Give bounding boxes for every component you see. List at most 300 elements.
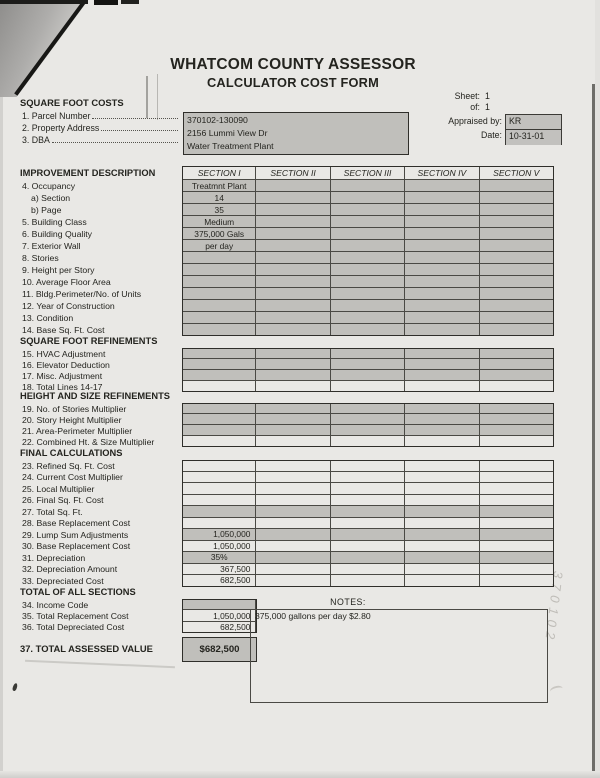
grid-cell: 35 [182, 204, 256, 216]
grid-cell [405, 575, 479, 587]
final-calculations-heading: FINAL CALCULATIONS [20, 448, 123, 458]
grid-cell [256, 425, 330, 436]
row-label: 14. Base Sq. Ft. Cost [22, 325, 105, 335]
grid-cell [480, 403, 554, 414]
identification-fields [22, 110, 178, 146]
row-cells [182, 599, 256, 610]
grid-cell: 1,050,000 [182, 529, 256, 541]
grid-cell [480, 216, 554, 228]
grid-cell [182, 425, 256, 436]
form-row [14, 564, 554, 576]
row-cells [182, 436, 554, 447]
grid-cell [256, 552, 330, 564]
form-row [14, 180, 554, 192]
grid-cell [331, 312, 405, 324]
grid-cell [405, 436, 479, 447]
sheet-of-row [380, 102, 490, 112]
form-row [14, 192, 554, 204]
row-label: 35. Total Replacement Cost [22, 611, 129, 622]
form-row [14, 348, 554, 359]
grid-cell [331, 204, 405, 216]
grid-cell [480, 414, 554, 425]
grid-cell [331, 359, 405, 370]
square-foot-refinements-grid [14, 348, 554, 392]
grid-cell [405, 348, 479, 359]
grid-cell [480, 575, 554, 587]
grid-cell [480, 240, 554, 252]
row-label: 12. Year of Construction [22, 301, 115, 311]
grid-cell [256, 460, 330, 472]
grid-cell [331, 228, 405, 240]
row-label: 15. HVAC Adjustment [22, 348, 106, 359]
grid-cell [331, 216, 405, 228]
row-cells [182, 506, 554, 518]
grid-cell [256, 506, 330, 518]
grid-cell [480, 180, 554, 192]
dba-value: Water Treatment Plant [187, 141, 274, 151]
grid-cell [331, 403, 405, 414]
parcel-number-field [22, 110, 178, 122]
row-label: 8. Stories [22, 253, 59, 263]
grid-cell [256, 359, 330, 370]
grid-cell [405, 204, 479, 216]
grid-cell [256, 564, 330, 576]
grid-cell [405, 529, 479, 541]
grid-cell: 682,500 [182, 622, 256, 633]
row-label: 36. Total Depreciated Cost [22, 622, 125, 633]
row-cells [182, 529, 554, 541]
grid-cell [182, 370, 256, 381]
total-assessed-value-label: 37. TOTAL ASSESSED VALUE [20, 643, 153, 654]
grid-cell [480, 506, 554, 518]
form-row [14, 495, 554, 507]
grid-cell [331, 324, 405, 336]
grid-cell [182, 403, 256, 414]
row-cells [182, 240, 554, 252]
grid-cell [256, 518, 330, 530]
grid-cell [480, 483, 554, 495]
row-cells [182, 518, 554, 530]
grid-cell: 1,050,000 [182, 610, 256, 621]
row-label: 5. Building Class [22, 217, 87, 227]
row-cells [182, 312, 554, 324]
grid-cell: Medium [182, 216, 256, 228]
grid-cell [331, 180, 405, 192]
row-label: 31. Depreciation [22, 552, 86, 563]
row-label: 30. Base Replacement Cost [22, 541, 131, 552]
form-row [14, 414, 554, 425]
grid-cell [405, 472, 479, 484]
grid-cell [256, 575, 330, 587]
row-label: 32. Depreciation Amount [22, 564, 118, 575]
square-foot-refinements-heading: SQUARE FOOT REFINEMENTS [20, 336, 158, 346]
grid-cell [182, 518, 256, 530]
notes-text: 375,000 gallons per day $2.80 [255, 611, 371, 621]
scan-top-mark [0, 0, 88, 4]
row-label: 34. Income Code [22, 599, 89, 610]
grid-cell [256, 300, 330, 312]
grid-cell [405, 216, 479, 228]
grid-cell [480, 552, 554, 564]
grid-cell [405, 381, 479, 392]
row-cells [182, 204, 554, 216]
grid-cell [480, 472, 554, 484]
ink-speck [12, 683, 18, 692]
grid-cell [480, 252, 554, 264]
row-label: 19. No. of Stories Multiplier [22, 403, 127, 414]
header-cells [182, 166, 554, 180]
grid-header-row [14, 166, 554, 180]
row-cells [182, 610, 256, 621]
form-row [14, 610, 256, 621]
row-cells [182, 381, 554, 392]
row-label: 18. Total Lines 14-17 [22, 381, 103, 392]
grid-cell [331, 276, 405, 288]
grid-cell [182, 472, 256, 484]
grid-cell [182, 312, 256, 324]
final-calculations-grid [14, 460, 554, 587]
row-cells [182, 264, 554, 276]
grid-cell [405, 425, 479, 436]
row-cells [182, 564, 554, 576]
appraised-by-label: Appraised by: [448, 116, 502, 126]
grid-cell [405, 552, 479, 564]
dotted-leader [101, 130, 178, 131]
grid-cell [182, 506, 256, 518]
height-size-refinements-heading: HEIGHT AND SIZE REFINEMENTS [20, 391, 170, 401]
property-id-box [183, 112, 409, 155]
grid-cell [480, 518, 554, 530]
grid-cell [331, 436, 405, 447]
grid-cell [256, 312, 330, 324]
grid-cell [182, 460, 256, 472]
pencil-squiggle [549, 685, 564, 696]
grid-cell [331, 414, 405, 425]
row-cells [182, 348, 554, 359]
row-cells [182, 414, 554, 425]
row-cells [182, 425, 554, 436]
grid-cell [256, 228, 330, 240]
row-label: 22. Combined Ht. & Size Multiplier [22, 436, 155, 447]
grid-cell: 14 [182, 192, 256, 204]
grid-cell: 682,500 [182, 575, 256, 587]
grid-cell [182, 483, 256, 495]
grid-cell [331, 425, 405, 436]
grid-cell [405, 359, 479, 370]
grid-cell [480, 370, 554, 381]
grid-cell [256, 180, 330, 192]
row-label: 21. Area-Perimeter Multiplier [22, 425, 133, 436]
column-header: SECTION I [182, 166, 256, 180]
row-label: 24. Current Cost Multiplier [22, 472, 123, 483]
grid-cell [331, 288, 405, 300]
form-row [14, 359, 554, 370]
row-label: 33. Depreciated Cost [22, 575, 104, 586]
grid-cell [331, 518, 405, 530]
row-label: 25. Local Multiplier [22, 483, 95, 494]
grid-cell [182, 288, 256, 300]
grid-cell [405, 180, 479, 192]
row-label: 4. Occupancy [22, 181, 76, 191]
grid-cell [182, 495, 256, 507]
grid-cell [480, 288, 554, 300]
paper-right-edge-line [592, 84, 595, 778]
grid-cell [480, 300, 554, 312]
appraised-by-value: KR [506, 115, 561, 130]
section-heading: IMPROVEMENT DESCRIPTION [20, 168, 156, 178]
grid-cell [256, 348, 330, 359]
form-row [14, 436, 554, 447]
row-cells [182, 472, 554, 484]
total-assessed-value-box: $682,500 [182, 637, 257, 662]
square-foot-costs-heading: SQUARE FOOT COSTS [20, 97, 124, 108]
grid-cell [405, 460, 479, 472]
form-row [14, 403, 554, 414]
form-row [14, 204, 554, 216]
form-subtitle: CALCULATOR COST FORM [206, 75, 379, 90]
grid-cell [405, 276, 479, 288]
paper-left-edge [0, 0, 3, 778]
form-row [14, 216, 554, 228]
date-label: Date: [480, 130, 502, 140]
grid-cell [331, 575, 405, 587]
property-address-field [22, 122, 178, 134]
grid-cell [256, 436, 330, 447]
grid-cell: 35% [182, 552, 256, 564]
row-cells [182, 483, 554, 495]
notes-box [250, 609, 548, 703]
row-cells [182, 180, 554, 192]
grid-cell [182, 252, 256, 264]
grid-cell [182, 264, 256, 276]
grid-cell [256, 288, 330, 300]
form-row [14, 300, 554, 312]
grid-cell [405, 312, 479, 324]
grid-cell: 1,050,000 [182, 541, 256, 553]
row-cells [182, 370, 554, 381]
grid-cell [256, 192, 330, 204]
grid-cell [405, 483, 479, 495]
grid-cell [331, 495, 405, 507]
row-cells [182, 403, 554, 414]
of-value: 1 [485, 102, 490, 112]
grid-cell [480, 192, 554, 204]
grid-cell [256, 403, 330, 414]
form-row [14, 622, 256, 633]
row-label: 11. Bldg.Perimeter/No. of Units [22, 289, 142, 299]
grid-cell [480, 276, 554, 288]
grid-cell [256, 414, 330, 425]
row-cells [182, 276, 554, 288]
row-cells [182, 324, 554, 336]
row-cells [182, 359, 554, 370]
grid-cell [182, 300, 256, 312]
sheet-value: 1 [485, 91, 490, 101]
grid-cell [256, 264, 330, 276]
parcel-number-label: 1. Parcel Number [22, 111, 91, 121]
row-cells [182, 495, 554, 507]
row-label: 6. Building Quality [22, 229, 93, 239]
grid-cell [480, 460, 554, 472]
property-address-value: 2156 Lummi View Dr [187, 128, 268, 138]
grid-cell [331, 192, 405, 204]
grid-cell [331, 529, 405, 541]
row-label: 16. Elevator Deduction [22, 359, 110, 370]
grid-cell [256, 370, 330, 381]
row-cells [182, 622, 256, 633]
grid-cell [256, 276, 330, 288]
improvement-description-grid [14, 166, 554, 336]
row-label: 26. Final Sq. Ft. Cost [22, 495, 104, 506]
form-row [14, 472, 554, 484]
grid-cell [405, 414, 479, 425]
form-row [14, 288, 554, 300]
grid-cell [405, 252, 479, 264]
column-header: SECTION III [331, 166, 405, 180]
grid-cell [182, 599, 256, 610]
grid-cell [331, 472, 405, 484]
form-row [14, 552, 554, 564]
sheet-label: Sheet: [454, 91, 480, 101]
grid-cell [405, 240, 479, 252]
grid-cell [331, 460, 405, 472]
column-header: SECTION IV [405, 166, 479, 180]
grid-cell [331, 552, 405, 564]
row-cells [182, 288, 554, 300]
row-cells [182, 228, 554, 240]
dba-label: 3. DBA [22, 135, 50, 145]
dotted-leader [92, 118, 178, 119]
form-row [14, 264, 554, 276]
grid-cell [182, 381, 256, 392]
grid-cell [480, 529, 554, 541]
grid-cell [256, 495, 330, 507]
grid-cell: 375,000 Gals [182, 228, 256, 240]
grid-cell [331, 564, 405, 576]
form-row [14, 425, 554, 436]
dba-field [22, 134, 178, 146]
grid-cell [256, 216, 330, 228]
total-of-all-sections-heading: TOTAL OF ALL SECTIONS [20, 587, 136, 597]
notes-heading: NOTES: [330, 597, 366, 607]
grid-cell [331, 348, 405, 359]
form-row [14, 324, 554, 336]
grid-cell [405, 506, 479, 518]
row-cells [182, 552, 554, 564]
grid-cell [182, 359, 256, 370]
grid-cell [256, 204, 330, 216]
grid-cell [480, 495, 554, 507]
grid-cell: per day [182, 240, 256, 252]
form-row [14, 599, 256, 610]
row-label: 13. Condition [22, 313, 74, 323]
grid-cell [405, 541, 479, 553]
scan-top-mark [94, 0, 118, 5]
grid-cell [405, 518, 479, 530]
form-row [14, 276, 554, 288]
row-cells [182, 192, 554, 204]
date-value: 10-31-01 [506, 130, 561, 145]
row-cells [182, 541, 554, 553]
grid-cell [480, 359, 554, 370]
grid-cell [331, 300, 405, 312]
grid-cell [331, 240, 405, 252]
form-row [14, 529, 554, 541]
appraiser-date-box [505, 114, 562, 145]
grid-cell [256, 252, 330, 264]
row-cells [182, 300, 554, 312]
grid-cell [256, 483, 330, 495]
grid-cell [256, 541, 330, 553]
form-row [14, 228, 554, 240]
column-header: SECTION II [256, 166, 330, 180]
grid-cell [405, 403, 479, 414]
grid-cell [256, 381, 330, 392]
form-row [14, 541, 554, 553]
sheet-row [380, 91, 490, 101]
scanner-right-margin [595, 0, 600, 778]
grid-cell [480, 425, 554, 436]
grid-cell [331, 541, 405, 553]
row-cells [182, 575, 554, 587]
grid-cell [331, 252, 405, 264]
height-size-refinements-grid [14, 403, 554, 447]
form-row [14, 483, 554, 495]
grid-cell [405, 495, 479, 507]
row-label: a) Section [31, 193, 71, 203]
row-label: 9. Height per Story [22, 265, 95, 275]
row-label: 23. Refined Sq. Ft. Cost [22, 460, 115, 471]
form-row [14, 518, 554, 530]
column-header: SECTION V [480, 166, 554, 180]
grid-cell [331, 381, 405, 392]
row-label: 29. Lump Sum Adjustments [22, 529, 129, 540]
grid-cell [182, 348, 256, 359]
row-label: 10. Average Floor Area [22, 277, 111, 287]
grid-cell [480, 204, 554, 216]
row-label: 7. Exterior Wall [22, 241, 81, 251]
grid-cell [480, 436, 554, 447]
form-row [14, 312, 554, 324]
parcel-number-value: 370102-130090 [187, 115, 248, 125]
grid-cell [331, 370, 405, 381]
of-label: of: [470, 102, 480, 112]
totals-grid [14, 599, 256, 633]
form-row [14, 370, 554, 381]
row-label: b) Page [31, 205, 62, 215]
grid-cell [480, 324, 554, 336]
grid-cell [480, 381, 554, 392]
grid-cell [182, 324, 256, 336]
row-cells [182, 460, 554, 472]
row-label: 28. Base Replacement Cost [22, 518, 131, 529]
form-title: WHATCOM COUNTY ASSESSOR [170, 56, 416, 73]
row-cells [182, 216, 554, 228]
grid-cell [480, 564, 554, 576]
grid-cell [331, 506, 405, 518]
grid-cell [256, 472, 330, 484]
dotted-leader [52, 142, 178, 143]
grid-cell: Treatmnt Plant [182, 180, 256, 192]
row-label: 20. Story Height Multiplier [22, 414, 122, 425]
grid-cell [405, 564, 479, 576]
row-label: 17. Misc. Adjustment [22, 370, 103, 381]
scan-top-mark [121, 0, 139, 4]
grid-cell [256, 240, 330, 252]
grid-cell [480, 541, 554, 553]
property-address-label: 2. Property Address [22, 123, 100, 133]
underlying-page-edge [25, 660, 175, 668]
